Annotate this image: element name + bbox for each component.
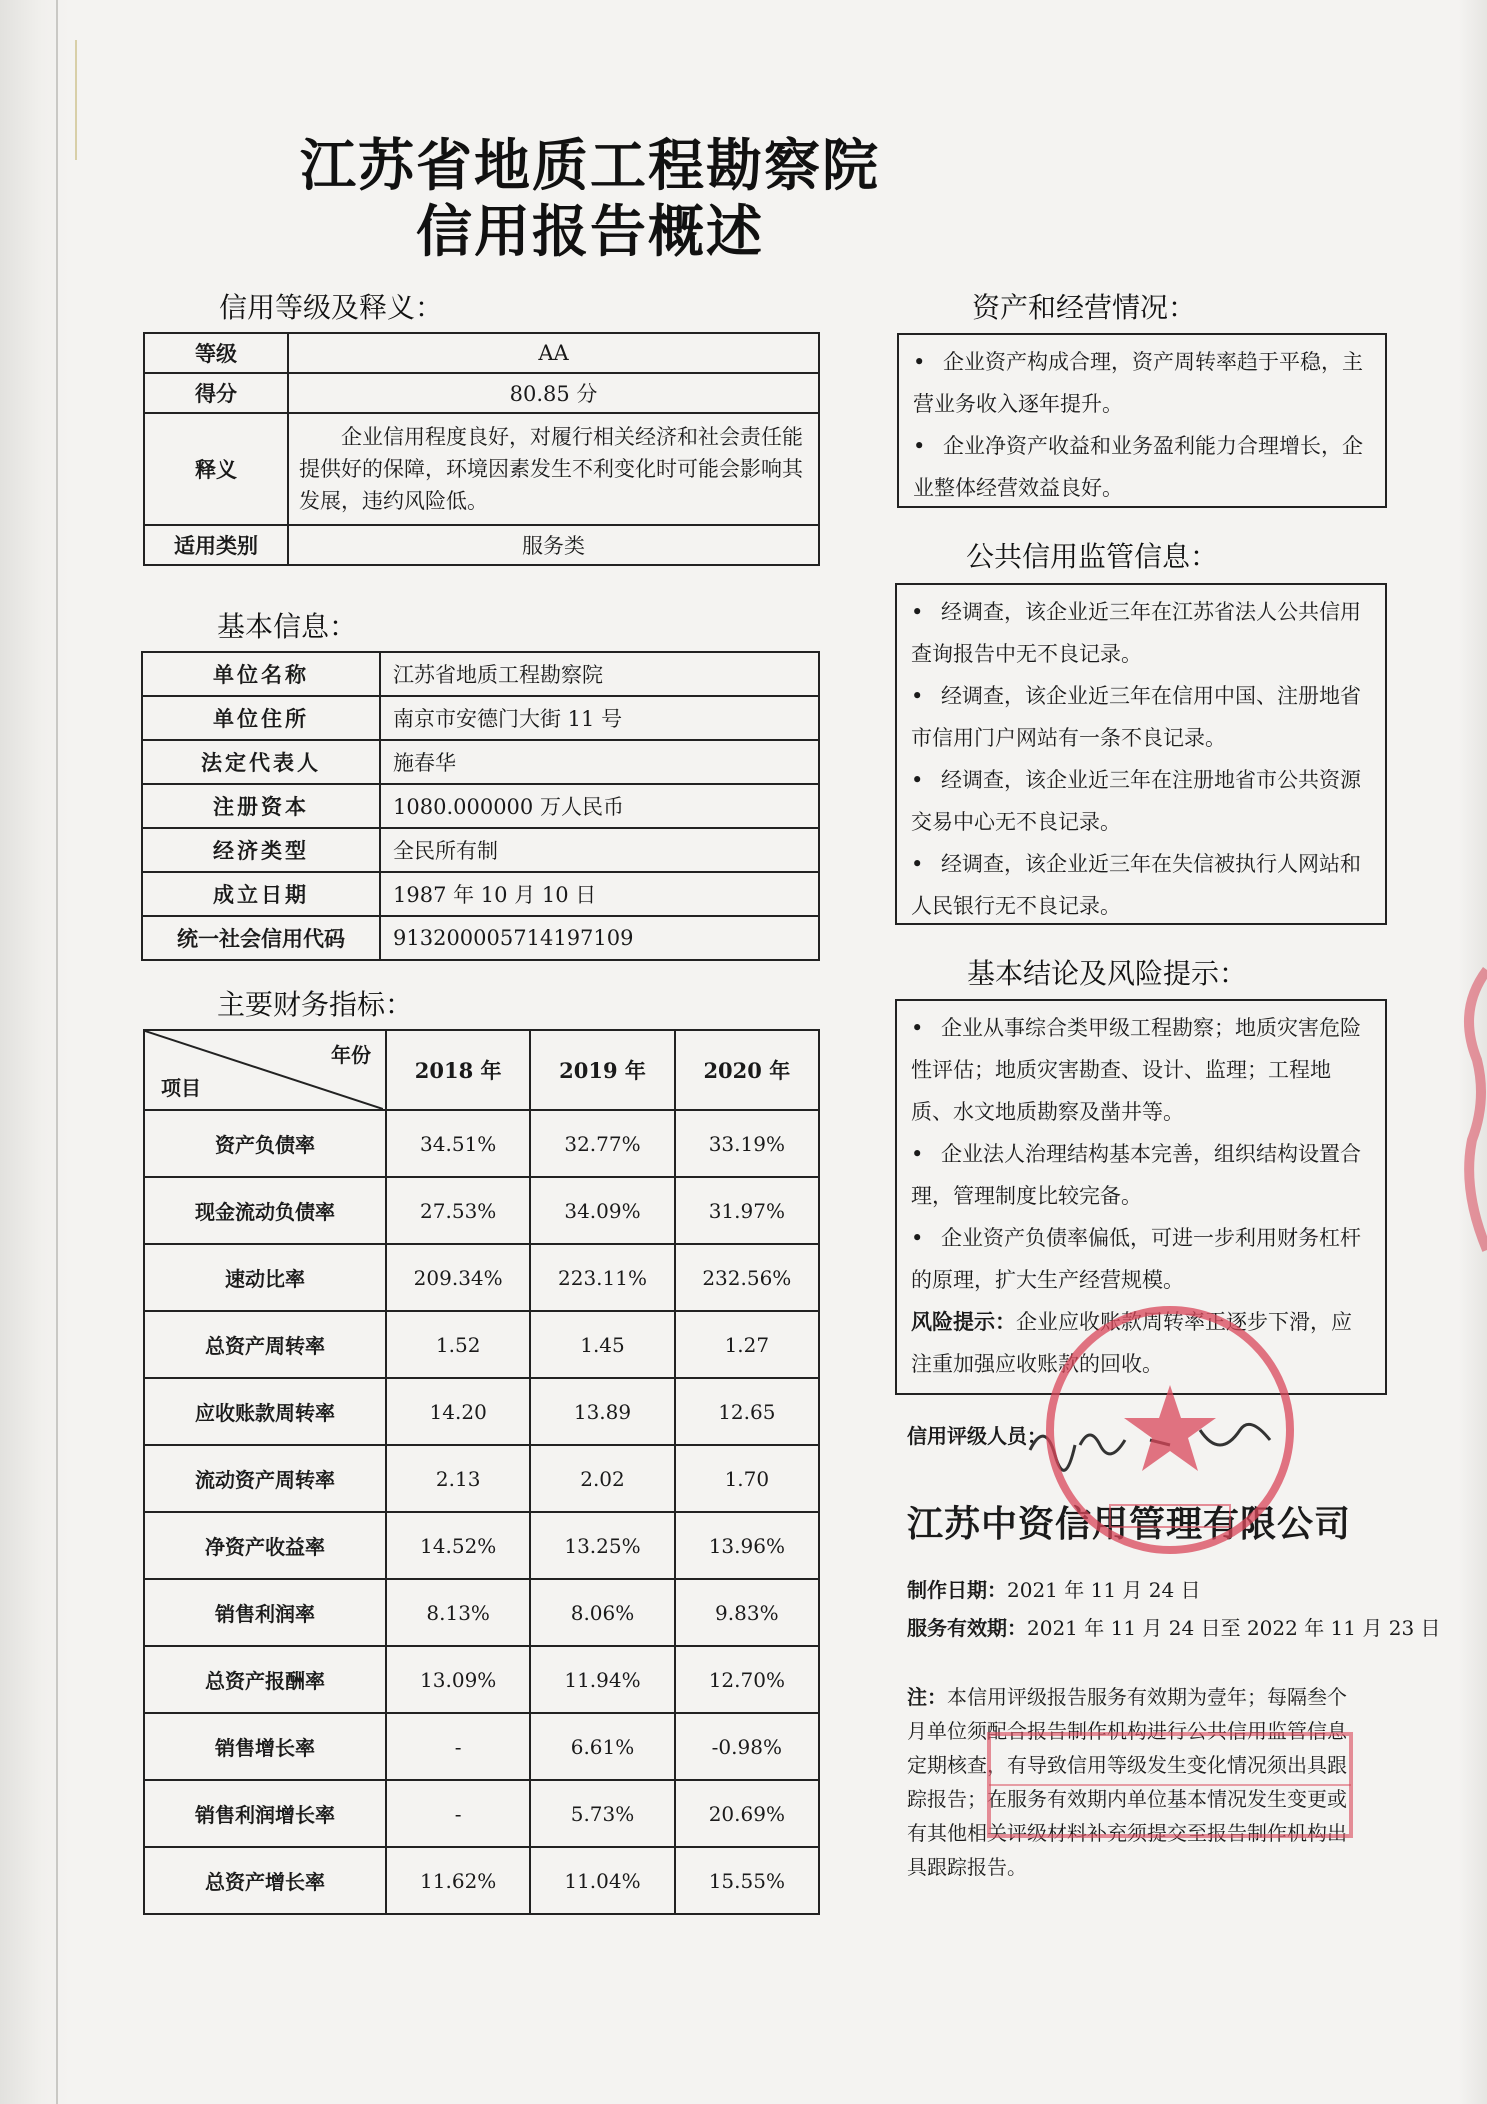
metric-value: 232.56% [675, 1244, 819, 1311]
finance-row [144, 1579, 819, 1646]
metric-value: 2.13 [386, 1445, 530, 1512]
metric-value: 6.61% [530, 1713, 674, 1780]
metric-label: 流动资产周转率 [144, 1445, 386, 1512]
risk-label: 风险提示： [911, 1310, 1016, 1334]
metric-label: 资产负债率 [144, 1110, 386, 1177]
scan-left-margin [0, 0, 70, 2104]
finance-row [144, 1177, 819, 1244]
bullet-icon: • [911, 852, 924, 876]
metric-value: 8.06% [530, 1579, 674, 1646]
metric-value: - [386, 1780, 530, 1847]
explain-value: 企业信用程度良好，对履行相关经济和社会责任能提供好的保障，环境因素发生不利变化时可能会影响其发展，违约风险低。 [288, 413, 819, 525]
note-label: 注： [907, 1685, 947, 1709]
metric-value: 34.09% [530, 1177, 674, 1244]
metric-value: 9.83% [675, 1579, 819, 1646]
basic-row [142, 828, 819, 872]
metric-value: 33.19% [675, 1110, 819, 1177]
metric-value: - [386, 1713, 530, 1780]
corner-year-label: 年份 [331, 1043, 371, 1067]
metric-value: 13.25% [530, 1512, 674, 1579]
basic-label: 法定代表人 [142, 740, 380, 784]
metric-label: 总资产报酬率 [144, 1646, 386, 1713]
supervision-item: • 经调查，该企业近三年在失信被执行人网站和人民银行无不良记录。 [911, 843, 1371, 927]
assets-heading: 资产和经营情况： [972, 291, 1197, 324]
metric-value: 5.73% [530, 1780, 674, 1847]
bullet-icon: • [913, 350, 926, 374]
bullet-icon: • [913, 434, 926, 458]
basic-row [142, 872, 819, 916]
finance-table [143, 1029, 820, 1915]
conclusion-item: • 企业资产负债率偏低，可进一步利用财务杠杆的原理，扩大生产经营规模。 [911, 1217, 1371, 1301]
metric-value: 1.27 [675, 1311, 819, 1378]
metric-value: 2.02 [530, 1445, 674, 1512]
grade-value: AA [288, 333, 819, 373]
metric-label: 销售利润增长率 [144, 1780, 386, 1847]
bullet-icon: • [911, 768, 924, 792]
basic-row [142, 696, 819, 740]
basic-value: 913200005714197109 [380, 916, 819, 960]
basic-label: 单位住所 [142, 696, 380, 740]
made-date-value: 2021 年 11 月 24 日 [1007, 1578, 1201, 1602]
basic-label: 注册资本 [142, 784, 380, 828]
finance-row [144, 1646, 819, 1713]
rating-table [143, 332, 820, 566]
bullet-icon: • [911, 1142, 924, 1166]
report-title: 江苏省地质工程勘察院 [300, 134, 880, 199]
finance-row [144, 1780, 819, 1847]
bullet-icon: • [911, 600, 924, 624]
metric-value: 13.89 [530, 1378, 674, 1445]
finance-row [144, 1244, 819, 1311]
basic-value: 1080.000000 万人民币 [380, 784, 819, 828]
metric-value: 11.62% [386, 1847, 530, 1914]
basic-value: 施春华 [380, 740, 819, 784]
valid-period [907, 1612, 1441, 1641]
made-date [907, 1574, 1201, 1603]
basic-info-table [141, 651, 820, 961]
metric-value: 32.77% [530, 1110, 674, 1177]
edge-seal-fragment [1447, 960, 1487, 1260]
basic-row [142, 784, 819, 828]
basic-label: 单位名称 [142, 652, 380, 696]
binding-fold-line [56, 0, 58, 2104]
metric-label: 总资产周转率 [144, 1311, 386, 1378]
metric-value: 14.52% [386, 1512, 530, 1579]
basic-value: 江苏省地质工程勘察院 [380, 652, 819, 696]
basic-label: 成立日期 [142, 872, 380, 916]
basic-row [142, 652, 819, 696]
bullet-icon: • [911, 1226, 924, 1250]
made-date-label: 制作日期： [907, 1578, 1007, 1602]
supervision-heading: 公共信用监管信息： [966, 540, 1219, 573]
score-value: 80.85 分 [288, 373, 819, 413]
metric-label: 销售利润率 [144, 1579, 386, 1646]
category-label: 适用类别 [144, 525, 288, 565]
metric-value: 209.34% [386, 1244, 530, 1311]
rating-heading: 信用等级及释义： [219, 291, 444, 324]
supervision-item: • 经调查，该企业近三年在信用中国、注册地省市信用门户网站有一条不良记录。 [911, 675, 1371, 759]
explain-label: 释义 [144, 413, 288, 525]
basic-heading: 基本信息： [217, 610, 358, 643]
metric-value: 20.69% [675, 1780, 819, 1847]
valid-period-label: 服务有效期： [907, 1616, 1027, 1640]
metric-label: 现金流动负债率 [144, 1177, 386, 1244]
metric-value: 223.11% [530, 1244, 674, 1311]
finance-row [144, 1311, 819, 1378]
score-label: 得分 [144, 373, 288, 413]
finance-row [144, 1378, 819, 1445]
company-seal [1040, 1300, 1300, 1560]
metric-label: 销售增长率 [144, 1713, 386, 1780]
metric-label: 总资产增长率 [144, 1847, 386, 1914]
metric-value: 12.65 [675, 1378, 819, 1445]
bullet-icon: • [911, 684, 924, 708]
supervision-box [895, 583, 1387, 925]
note-text: 本信用评级报告服务有效期为壹年；每隔叁个月单位须配合报告制作机构进行公共信用监管信息定期核查，有导致信用等级发生变化情况须出具跟踪报告；在服务有效期内单位基本情况发生变更或有其他相关评级材料补充须提交至报告制作机构出具跟踪报告。 [907, 1685, 1347, 1879]
basic-value: 全民所有制 [380, 828, 819, 872]
metric-value: 34.51% [386, 1110, 530, 1177]
metric-value: 8.13% [386, 1579, 530, 1646]
year-header: 2020 年 [675, 1030, 819, 1110]
metric-label: 速动比率 [144, 1244, 386, 1311]
basic-row [142, 916, 819, 960]
basic-value: 南京市安德门大街 11 号 [380, 696, 819, 740]
finance-heading: 主要财务指标： [217, 988, 414, 1021]
metric-value: 12.70% [675, 1646, 819, 1713]
finance-row [144, 1713, 819, 1780]
report-subtitle: 信用报告概述 [416, 200, 764, 265]
supervision-item: • 经调查，该企业近三年在江苏省法人公共信用查询报告中无不良记录。 [911, 591, 1371, 675]
finance-row [144, 1445, 819, 1512]
conclusion-heading: 基本结论及风险提示： [967, 957, 1248, 990]
basic-label: 统一社会信用代码 [142, 916, 380, 960]
assets-item: • 企业资产构成合理，资产周转率趋于平稳，主营业务收入逐年提升。 [913, 341, 1371, 425]
issuer-company: 江苏中资信用管理有限公司 [907, 1504, 1352, 1545]
metric-value: 14.20 [386, 1378, 530, 1445]
metric-label: 应收账款周转率 [144, 1378, 386, 1445]
metric-value: -0.98% [675, 1713, 819, 1780]
metric-value: 13.09% [386, 1646, 530, 1713]
finance-row [144, 1847, 819, 1914]
grade-label: 等级 [144, 333, 288, 373]
assets-item: • 企业净资产收益和业务盈利能力合理增长，企业整体经营效益良好。 [913, 425, 1371, 509]
finance-row [144, 1110, 819, 1177]
finance-row [144, 1512, 819, 1579]
year-item-corner [144, 1030, 386, 1110]
metric-value: 1.70 [675, 1445, 819, 1512]
rater-label: 信用评级人员： [907, 1424, 1047, 1448]
metric-value: 15.55% [675, 1847, 819, 1914]
metric-value: 11.94% [530, 1646, 674, 1713]
bullet-icon: • [911, 1016, 924, 1040]
metric-value: 13.96% [675, 1512, 819, 1579]
metric-value: 1.52 [386, 1311, 530, 1378]
metric-value: 1.45 [530, 1311, 674, 1378]
risk-text: 企业应收账款周转率正逐步下滑，应注重加强应收账款的回收。 [911, 1310, 1352, 1376]
conclusion-item: • 企业从事综合类甲级工程勘察；地质灾害危险性评估；地质灾害勘查、设计、监理；工程地质、水文地质勘察及凿井等。 [911, 1007, 1371, 1133]
registration-stamp [985, 1730, 1355, 1840]
metric-label: 净资产收益率 [144, 1512, 386, 1579]
valid-period-value: 2021 年 11 月 24 日至 2022 年 11 月 23 日 [1027, 1616, 1441, 1640]
category-value: 服务类 [288, 525, 819, 565]
year-header: 2018 年 [386, 1030, 530, 1110]
basic-value: 1987 年 10 月 10 日 [380, 872, 819, 916]
year-header: 2019 年 [530, 1030, 674, 1110]
supervision-item: • 经调查，该企业近三年在注册地省市公共资源交易中心无不良记录。 [911, 759, 1371, 843]
conclusion-item: • 企业法人治理结构基本完善，组织结构设置合理，管理制度比较完备。 [911, 1133, 1371, 1217]
assets-box [897, 333, 1387, 508]
corner-item-label: 项目 [161, 1076, 201, 1100]
basic-row [142, 740, 819, 784]
basic-label: 经济类型 [142, 828, 380, 872]
metric-value: 31.97% [675, 1177, 819, 1244]
metric-value: 11.04% [530, 1847, 674, 1914]
metric-value: 27.53% [386, 1177, 530, 1244]
